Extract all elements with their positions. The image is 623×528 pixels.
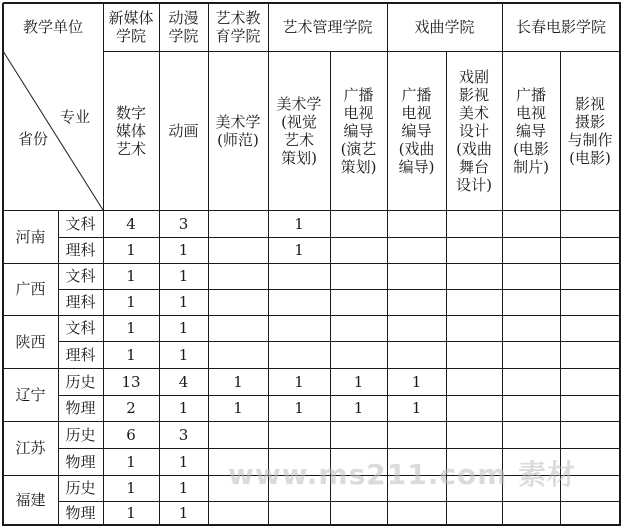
data-cell [387,210,446,237]
data-cell [502,289,560,315]
data-cell [330,421,387,448]
data-cell: 1 [178,399,189,417]
data-cell: 1 [178,319,189,337]
data-cell [208,475,268,501]
major-header: 戏剧 影视 美术 设计 (戏曲 舞台 设计) [456,67,492,194]
data-cell [208,448,268,475]
data-cell [208,315,268,341]
data-cell: 1 [294,399,304,417]
subject-type-cell: 历史 [65,372,96,391]
data-cell: 2 [126,399,136,417]
grid-line [103,51,621,52]
data-cell [446,315,502,341]
grid-line [3,2,621,4]
data-cell: 1 [411,372,422,391]
data-cell [502,395,560,421]
data-cell [560,263,620,289]
data-cell: 1 [178,504,189,522]
data-cell [446,421,502,448]
data-cell: 1 [294,241,304,259]
data-cell [446,237,502,263]
data-cell: 3 [178,214,189,233]
teaching-unit-label: 教学单位 [22,18,83,36]
subject-type-cell: 物理 [65,452,96,471]
grid-line [560,51,561,526]
subject-type-cell: 文科 [65,214,96,233]
data-cell [502,421,560,448]
data-cell [446,475,502,501]
data-cell [330,210,387,237]
grid-line [3,315,621,316]
data-cell: 1 [126,504,136,522]
data-cell [502,341,560,368]
data-cell [268,501,330,525]
data-cell [446,289,502,315]
subject-type-cell: 文科 [65,319,96,337]
data-cell [268,289,330,315]
data-cell [387,237,446,263]
province-cell: 江苏 [15,439,46,457]
data-cell [560,395,620,421]
major-header: 广播 电视 编导 (电影 制片) [513,85,549,176]
data-cell [502,475,560,501]
data-cell [560,501,620,525]
subject-type-cell: 理科 [65,241,96,259]
data-cell [268,315,330,341]
major-header: 美术学 (视觉 艺术 策划) [276,94,322,167]
data-cell [330,237,387,263]
data-cell: 1 [178,267,189,285]
data-cell [446,395,502,421]
watermark: www.ms211.com 素材 [228,458,577,491]
data-cell: 1 [353,399,364,417]
data-cell: 4 [178,372,189,391]
data-cell [387,448,446,475]
college-header: 新媒体 学院 [108,9,154,45]
grid-line [208,3,209,526]
grid-line [159,3,160,526]
college-header: 艺术管理学院 [282,18,373,36]
subject-type-cell: 文科 [65,267,96,285]
major-corner-label: 专业 [59,108,90,126]
data-cell: 1 [126,293,136,311]
province-cell: 广西 [15,280,46,298]
major-header: 影视 摄影 与制作 (电影) [567,94,613,167]
data-cell: 3 [178,425,189,444]
grid-line [58,395,621,396]
grid-line [3,475,621,476]
major-header: 美术学 (师范) [215,112,261,149]
grid-line [58,289,621,290]
data-cell [502,315,560,341]
grid-line [58,448,621,449]
province-cell: 福建 [15,491,46,509]
data-cell [330,475,387,501]
college-header: 艺术教 育学院 [215,9,261,45]
grid-line [58,237,621,238]
data-cell: 1 [178,479,189,497]
grid-line [3,368,621,369]
grid-line [502,3,503,526]
data-cell [446,448,502,475]
subject-type-cell: 历史 [65,425,96,444]
subject-type-cell: 物理 [65,504,96,522]
data-cell [208,263,268,289]
province-cell: 陕西 [15,332,46,351]
college-header: 动漫 学院 [168,9,199,45]
data-cell [208,341,268,368]
major-header: 数字 媒体 艺术 [115,103,146,158]
data-cell [330,501,387,525]
grid-line [3,524,621,526]
grid-line [3,263,621,264]
data-cell [446,210,502,237]
data-cell: 1 [126,452,136,471]
data-cell [208,210,268,237]
data-cell: 1 [178,293,189,311]
data-cell [268,421,330,448]
data-cell [268,448,330,475]
data-cell [560,237,620,263]
grid-line [387,3,388,526]
data-cell [268,341,330,368]
subject-type-cell: 理科 [65,293,96,311]
data-cell [330,315,387,341]
data-cell: 1 [126,345,136,364]
data-cell: 4 [126,214,136,233]
grid-line [58,501,621,502]
data-cell [502,448,560,475]
data-cell [330,289,387,315]
data-cell: 1 [126,241,136,259]
data-cell [446,368,502,395]
subject-type-cell: 理科 [65,345,96,364]
data-cell: 1 [233,399,243,417]
data-cell: 1 [178,452,189,471]
data-cell [446,341,502,368]
data-cell [208,421,268,448]
data-cell [387,421,446,448]
data-cell [560,448,620,475]
grid-line [2,3,4,526]
grid-line [3,210,621,211]
data-cell [502,210,560,237]
data-cell [502,237,560,263]
college-header: 长春电影学院 [515,18,606,36]
province-cell: 河南 [15,227,46,246]
data-cell [446,501,502,525]
data-cell [330,341,387,368]
data-cell [208,237,268,263]
data-cell: 1 [411,399,422,417]
subject-type-cell: 物理 [65,399,96,417]
data-cell [387,289,446,315]
data-cell [330,448,387,475]
data-cell [268,263,330,289]
data-cell: 1 [233,372,243,391]
data-cell: 1 [126,267,136,285]
grid-line [58,341,621,342]
data-cell [502,368,560,395]
data-cell: 1 [353,372,364,391]
data-cell [330,263,387,289]
data-cell [387,263,446,289]
grid-line [58,210,59,526]
data-cell [502,501,560,525]
data-cell [560,368,620,395]
grid-line [3,421,621,422]
data-cell: 6 [126,425,136,444]
data-cell [560,341,620,368]
major-header: 动画 [168,121,199,140]
college-header: 戏曲学院 [414,18,475,36]
data-cell [268,475,330,501]
data-cell [560,315,620,341]
data-cell: 1 [294,214,304,233]
data-cell [560,475,620,501]
data-cell [208,501,268,525]
data-cell: 1 [294,372,304,391]
province-corner-label: 省份 [17,130,48,148]
data-cell [387,501,446,525]
data-cell [560,289,620,315]
data-cell: 13 [121,372,141,391]
data-cell: 1 [126,319,136,337]
data-cell: 1 [178,241,189,259]
major-header: 广播 电视 编导 (演艺 策划) [340,85,377,176]
grid-line [268,3,269,526]
grid-line [103,3,104,526]
data-cell [387,315,446,341]
grid-line [330,51,331,526]
data-cell: 1 [126,479,136,497]
data-cell [387,341,446,368]
data-cell [387,475,446,501]
data-cell [502,263,560,289]
major-header: 广播 电视 编导 (戏曲 编导) [398,85,435,176]
data-cell: 1 [178,345,189,364]
data-cell [560,210,620,237]
data-cell [446,263,502,289]
province-cell: 辽宁 [15,385,46,404]
data-cell [208,289,268,315]
data-cell [560,421,620,448]
grid-line [446,51,447,526]
subject-type-cell: 历史 [65,479,96,497]
